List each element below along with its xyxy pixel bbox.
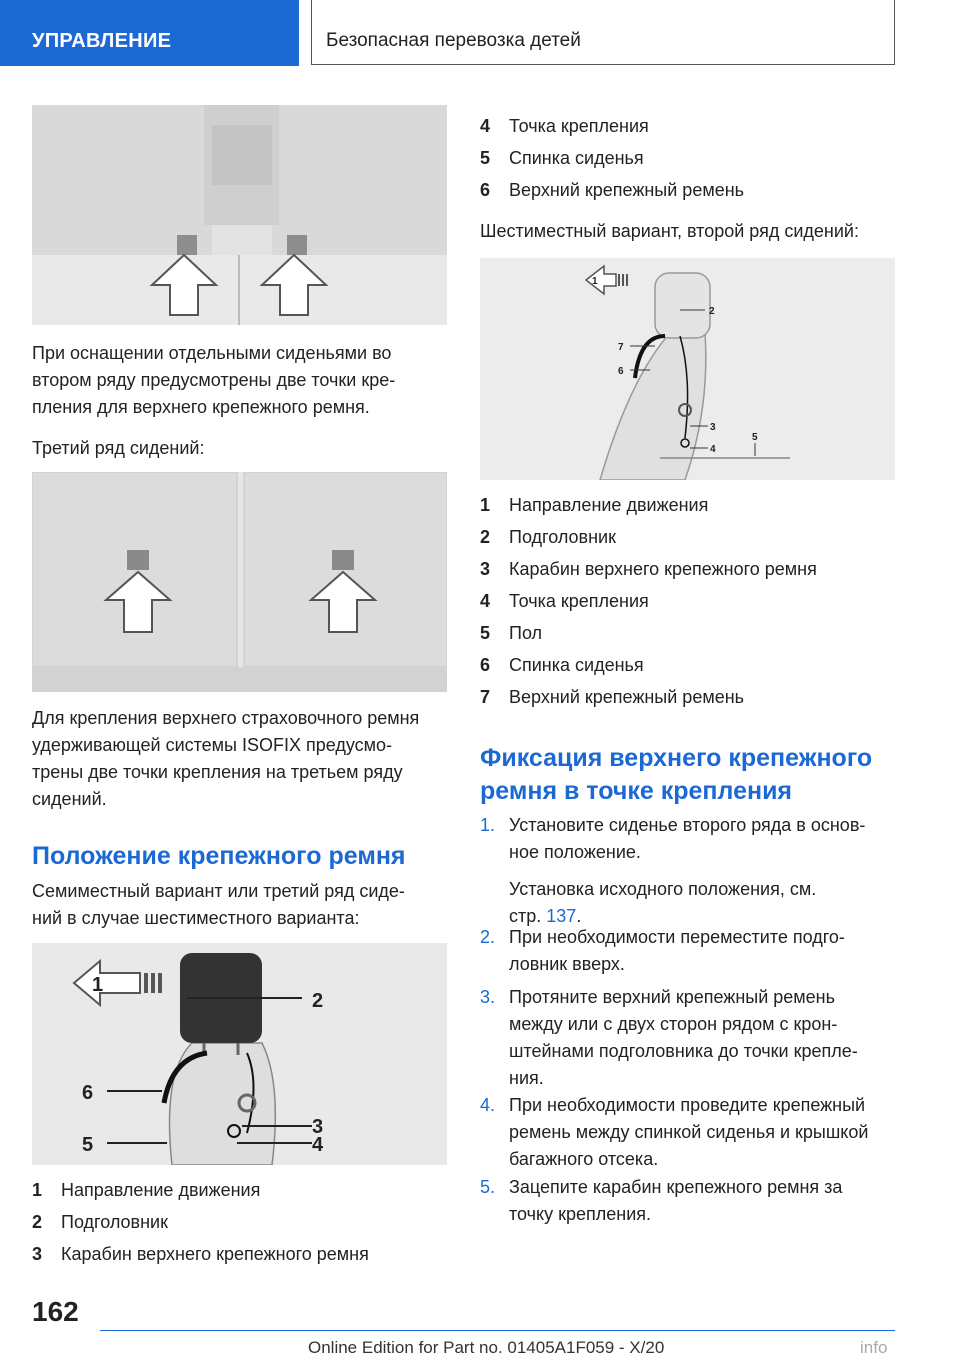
footer-divider bbox=[100, 1330, 895, 1331]
text-line: трены две точки крепления на третьем ряду bbox=[32, 762, 403, 782]
step-text bbox=[509, 984, 889, 1092]
legend-num: 2 bbox=[480, 527, 491, 547]
figure-headrest-strap-right bbox=[480, 258, 895, 480]
para-seven-seat bbox=[32, 878, 452, 932]
page-ref-prefix: стр. bbox=[509, 906, 542, 926]
legend-num: 4 bbox=[480, 116, 491, 136]
step-number: 5. bbox=[480, 1177, 496, 1197]
fig-label-3: 3 bbox=[710, 422, 716, 433]
text-line: ловник вверх. bbox=[509, 954, 625, 974]
fig-label-6: 6 bbox=[82, 1082, 94, 1104]
legend-text: Подголовник bbox=[61, 1212, 168, 1232]
legend-text: Точка крепления bbox=[509, 591, 649, 611]
legend-text: Точка крепления bbox=[509, 116, 649, 136]
step-text bbox=[509, 812, 889, 930]
text-line: между или с двух сторон рядом с крон- bbox=[509, 1014, 838, 1034]
step-number: 1. bbox=[480, 815, 496, 835]
text-line: удерживающей системы ISOFIX предусмо- bbox=[32, 735, 393, 755]
text-line: пления для верхнего крепежного ремня. bbox=[32, 397, 370, 417]
legend-num: 1 bbox=[32, 1180, 43, 1200]
fig-label-1: 1 bbox=[92, 974, 104, 996]
fig-label-1: 1 bbox=[592, 276, 598, 287]
six-seat-label: Шестиместный вариант, второй ряд сидений: bbox=[480, 221, 859, 241]
legend-text: Направление движения bbox=[509, 495, 709, 515]
heading-line: ремня в точке крепления bbox=[480, 777, 793, 805]
chapter-box bbox=[311, 0, 895, 65]
fig-label-6: 6 bbox=[618, 366, 624, 377]
legend-text: Направление движения bbox=[61, 1180, 261, 1200]
text-line: Установите сиденье второго ряда в основ- bbox=[509, 815, 866, 835]
fig-label-2: 2 bbox=[312, 990, 324, 1012]
legend-num: 6 bbox=[480, 180, 491, 200]
legend-num: 1 bbox=[480, 495, 491, 515]
legend-text: Карабин верхнего крепежного ремня bbox=[61, 1244, 369, 1264]
para-isofix bbox=[32, 705, 452, 813]
fig-label-2: 2 bbox=[709, 306, 715, 317]
text-line: ния. bbox=[509, 1068, 544, 1088]
heading-strap-position: Положение крепежного ремня bbox=[32, 842, 406, 870]
legend-num: 3 bbox=[32, 1244, 43, 1264]
fig-label-4: 4 bbox=[312, 1134, 324, 1156]
figure-second-row-seats bbox=[32, 105, 447, 325]
section-title: УПРАВЛЕНИЕ bbox=[32, 30, 172, 52]
page-number: 162 bbox=[32, 1296, 79, 1327]
text-line: сидений. bbox=[32, 789, 107, 809]
text-line: При необходимости проведите крепежный bbox=[509, 1095, 866, 1115]
text-line: ний в случае шестиместного варианта: bbox=[32, 908, 360, 928]
text-line: штейнами подголовника до точки крепле- bbox=[509, 1041, 858, 1061]
step-number: 4. bbox=[480, 1095, 496, 1115]
figure-headrest-strap-left bbox=[32, 943, 447, 1165]
text-line: Семиместный вариант или третий ряд сиде- bbox=[32, 881, 405, 901]
text-line: Для крепления верхнего страховочного ремня bbox=[32, 708, 420, 728]
heading-line: Фиксация верхнего крепежного bbox=[480, 744, 873, 772]
heading-fix-strap bbox=[480, 742, 910, 808]
legend-num: 3 bbox=[480, 559, 491, 579]
page-link[interactable]: 137 bbox=[546, 906, 577, 926]
text-line: ремень между спинкой сиденья и крышкой bbox=[509, 1122, 869, 1142]
section-tab bbox=[0, 0, 299, 66]
legend-text: Верхний крепежный ремень bbox=[509, 180, 745, 200]
step-number: 2. bbox=[480, 927, 496, 947]
step-text bbox=[509, 1092, 889, 1173]
legend-text: Карабин верхнего крепежного ремня bbox=[509, 559, 817, 579]
legend-num: 2 bbox=[32, 1212, 43, 1232]
legend-text: Подголовник bbox=[509, 527, 616, 547]
legend-text: Спинка сиденья bbox=[509, 148, 644, 168]
step-text bbox=[509, 1174, 889, 1228]
figure-third-row-seats bbox=[32, 472, 447, 692]
legend-text: Пол bbox=[509, 623, 543, 643]
text-line: При оснащении отдельными сиденьями во bbox=[32, 343, 392, 363]
step-text bbox=[509, 924, 889, 978]
text-line: Установка исходного положения, см. bbox=[509, 879, 817, 899]
chapter-title: Безопасная перевозка детей bbox=[326, 30, 581, 51]
watermark-text: info bbox=[860, 1338, 888, 1357]
para-second-row bbox=[32, 340, 452, 421]
text-line: При необходимости переместите подго- bbox=[509, 927, 845, 947]
text-line: багажного отсека. bbox=[509, 1149, 659, 1169]
text-line: точку крепления. bbox=[509, 1204, 652, 1224]
edition-text: Online Edition for Part no. 01405A1F059 - X/20 bbox=[308, 1338, 665, 1357]
legend-num: 7 bbox=[480, 687, 491, 707]
text-line: Зацепите карабин крепежного ремня за bbox=[509, 1177, 843, 1197]
fig-label-5: 5 bbox=[82, 1134, 94, 1156]
legend-text: Верхний крепежный ремень bbox=[509, 687, 745, 707]
punct: . bbox=[576, 906, 582, 926]
fig-label-7: 7 bbox=[618, 342, 624, 353]
legend-text: Спинка сиденья bbox=[509, 655, 644, 675]
third-row-label: Третий ряд сидений: bbox=[32, 438, 205, 458]
fig-label-5: 5 bbox=[752, 432, 758, 443]
fig-label-4: 4 bbox=[710, 444, 716, 455]
text-line: втором ряду предусмотрены две точки кре- bbox=[32, 370, 396, 390]
text-line: Протяните верхний крепежный ремень bbox=[509, 987, 835, 1007]
legend-num: 5 bbox=[480, 148, 491, 168]
legend-num: 5 bbox=[480, 623, 491, 643]
legend-num: 4 bbox=[480, 591, 491, 611]
fig-label-3: 3 bbox=[312, 1116, 324, 1138]
text-line: ное положение. bbox=[509, 842, 641, 862]
legend-num: 6 bbox=[480, 655, 491, 675]
step-number: 3. bbox=[480, 987, 496, 1007]
